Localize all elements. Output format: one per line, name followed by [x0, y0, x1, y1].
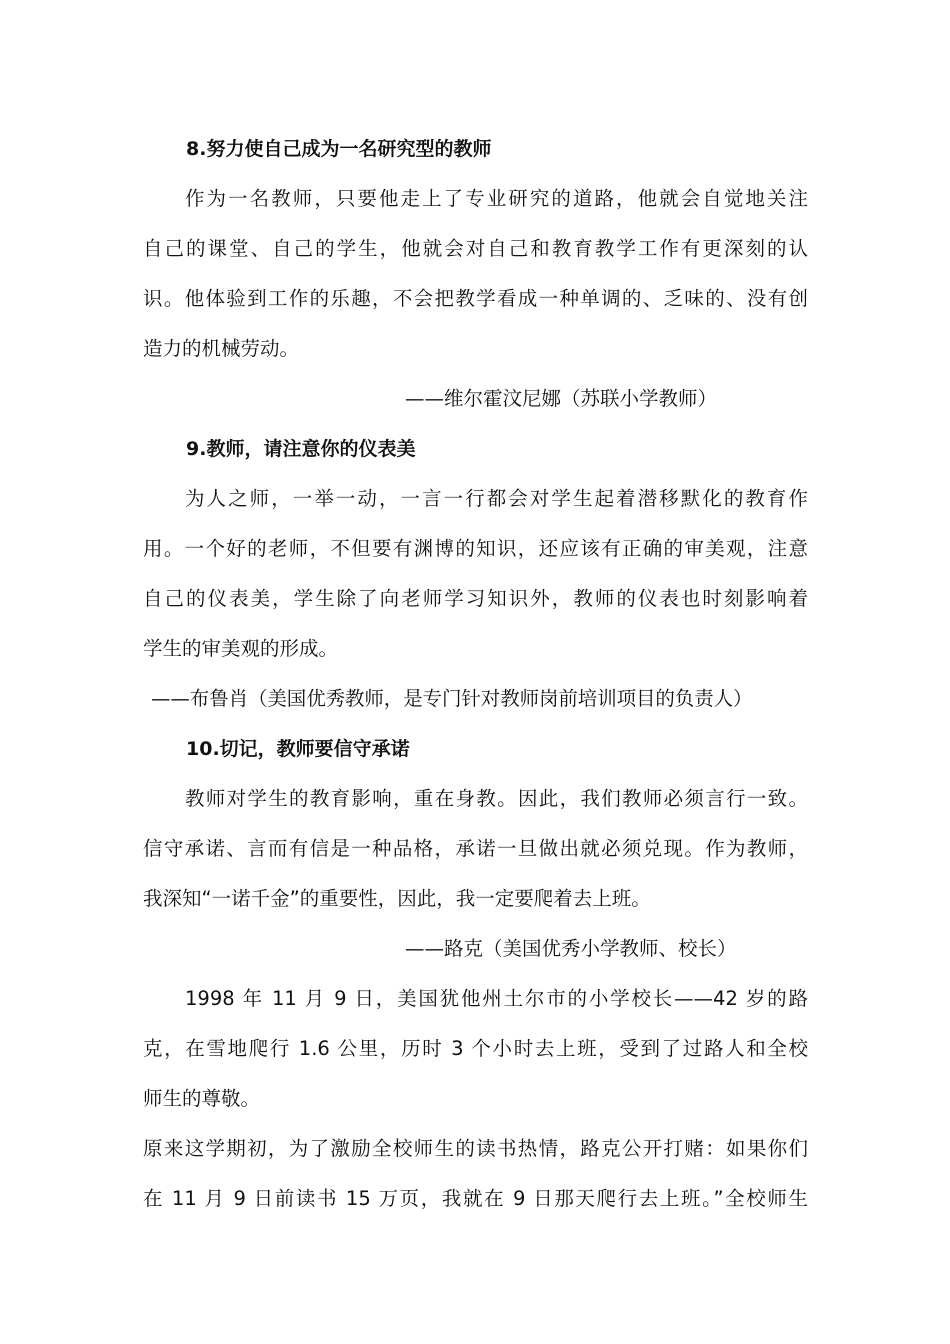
story-paragraph-line: 1998 年 11 月 9 日，美国犹他州土尔市的小学校长——42 岁的路: [185, 987, 808, 1010]
section-9-paragraph-line: 自己的仪表美，学生除了向老师学习知识外，教师的仪表也时刻影响着: [143, 587, 808, 610]
section-9-paragraph-line: 用。一个好的老师，不但要有渊博的知识，还应该有正确的审美观，注意: [143, 537, 808, 560]
story-continuation-line: 原来这学期初，为了激励全校师生的读书热情，路克公开打赌：如果你们: [143, 1137, 808, 1160]
story-continuation-line: 在 11 月 9 日前读书 15 万页，我就在 9 日那天爬行去上班。”全校师生: [143, 1187, 808, 1210]
section-8-paragraph-line: 自己的课堂、自己的学生，他就会对自己和教育教学工作有更深刻的认: [143, 237, 808, 260]
story-paragraph-line: 师生的尊敬。: [143, 1087, 261, 1110]
story-paragraph-line: 克，在雪地爬行 1.6 公里，历时 3 个小时去上班，受到了过路人和全校: [143, 1037, 808, 1060]
section-9-heading: 9.教师，请注意你的仪表美: [186, 438, 416, 460]
section-9-attribution: ——布鲁肖（美国优秀教师，是专门针对教师岗前培训项目的负责人）: [151, 687, 753, 710]
section-9-paragraph-line: 为人之师，一举一动，一言一行都会对学生起着潜移默化的教育作: [185, 487, 808, 510]
section-8-attribution: ——维尔霍汶尼娜（苏联小学教师）: [405, 387, 718, 410]
section-8-paragraph-line: 作为一名教师，只要他走上了专业研究的道路，他就会自觉地关注: [185, 187, 808, 210]
section-10-heading: 10.切记，教师要信守承诺: [186, 738, 410, 760]
section-8-heading: 8.努力使自己成为一名研究型的教师: [186, 138, 492, 160]
document-body: [143, 124, 808, 1224]
section-9-paragraph-line: 学生的审美观的形成。: [143, 637, 339, 660]
section-10-paragraph-line: 我深知“一诺千金”的重要性，因此，我一定要爬着去上班。: [143, 887, 651, 910]
section-10-attribution: ——路克（美国优秀小学教师、校长）: [405, 937, 737, 960]
section-8-paragraph-line: 造力的机械劳动。: [143, 337, 300, 360]
section-10-paragraph-line: 教师对学生的教育影响，重在身教。因此，我们教师必须言行一致。: [185, 787, 808, 810]
section-10-paragraph-line: 信守承诺、言而有信是一种品格，承诺一旦做出就必须兑现。作为教师，: [143, 837, 808, 860]
section-8-paragraph-line: 识。他体验到工作的乐趣，不会把教学看成一种单调的、乏味的、没有创: [143, 287, 808, 310]
